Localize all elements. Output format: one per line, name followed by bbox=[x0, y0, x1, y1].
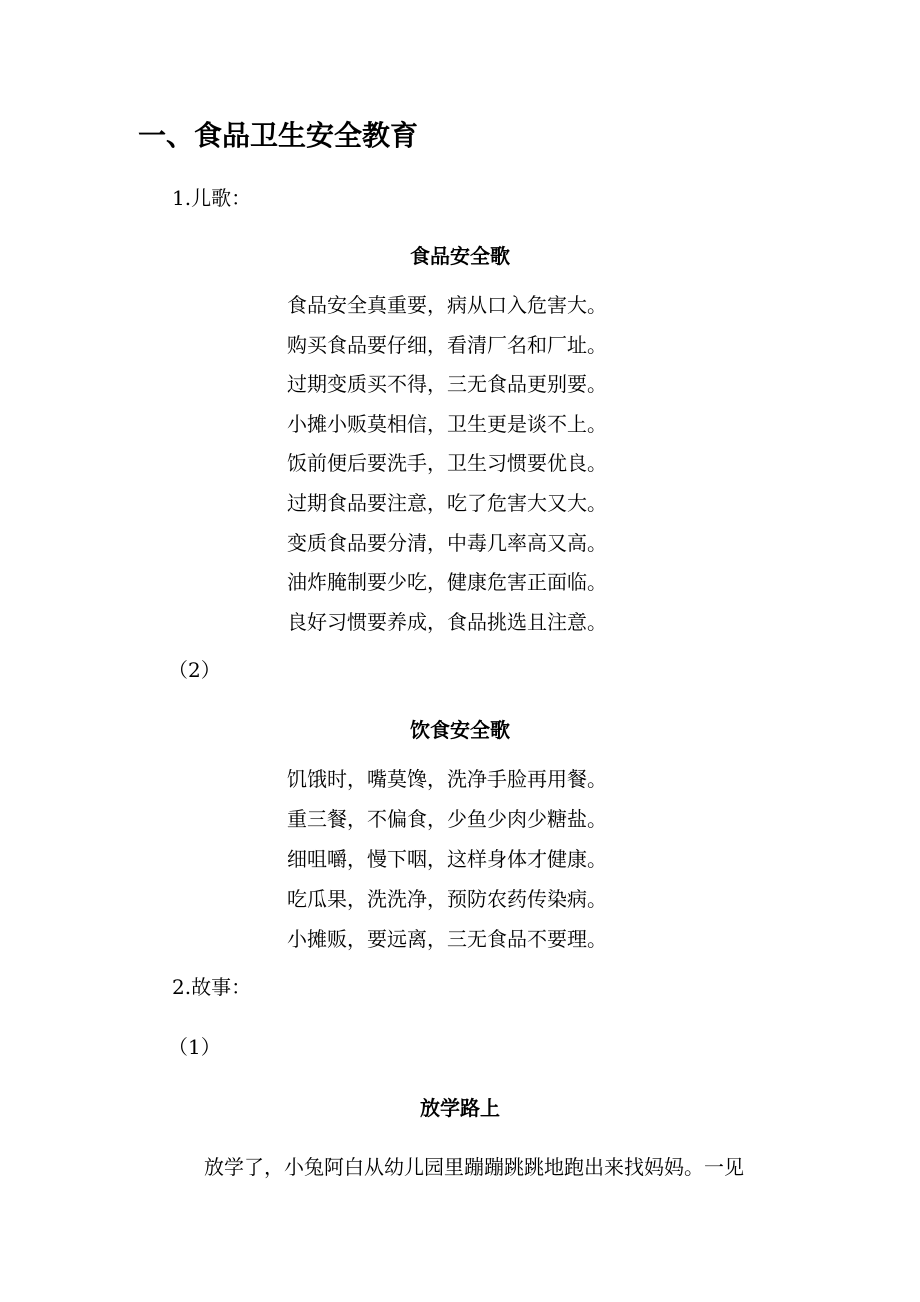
poem-line: 购买食品要仔细，看清厂名和厂址。 bbox=[287, 332, 607, 357]
poem-line: 饭前便后要洗手，卫生习惯要优良。 bbox=[287, 451, 607, 476]
poem-line: 细咀嚼，慢下咽，这样身体才健康。 bbox=[287, 847, 607, 871]
poem1-title: 食品安全歌 bbox=[410, 244, 510, 268]
poem1-lines bbox=[287, 290, 607, 646]
rhymes-label: 1.儿歌： bbox=[172, 186, 252, 210]
poem-line: 过期变质买不得，三无食品更别要。 bbox=[287, 372, 607, 397]
story1-number: （1） bbox=[168, 1035, 221, 1059]
poem-line: 食品安全真重要，病从口入危害大。 bbox=[287, 293, 607, 317]
poem2-number: （2） bbox=[168, 658, 221, 682]
poem-line: 重三餐，不偏食，少鱼少肉少糖盐。 bbox=[287, 807, 607, 831]
poem-line: 饥饿时，嘴莫馋，洗净手脸再用餐。 bbox=[287, 767, 607, 791]
poem2-title: 饮食安全歌 bbox=[410, 718, 510, 742]
poem-line: 油炸腌制要少吃，健康危害正面临。 bbox=[287, 570, 607, 595]
poem-line: 过期食品要注意，吃了危害大又大。 bbox=[287, 490, 607, 515]
stories-label: 2.故事： bbox=[172, 975, 252, 999]
poem-line: 小摊贩，要远离，三无食品不要理。 bbox=[287, 927, 607, 951]
poem2-lines bbox=[287, 764, 607, 964]
poem-line: 良好习惯要养成，食品挑选且注意。 bbox=[287, 609, 607, 634]
section-title: 一、食品卫生安全教育 bbox=[138, 119, 419, 152]
story1-title: 放学路上 bbox=[420, 1096, 500, 1120]
poem-line: 吃瓜果，洗洗净，预防农药传染病。 bbox=[287, 887, 607, 911]
story1-paragraph: 放学了，小兔阿白从幼儿园里蹦蹦跳跳地跑出来找妈妈。一见 bbox=[204, 1155, 744, 1179]
poem-line: 小摊小贩莫相信，卫生更是谈不上。 bbox=[287, 411, 607, 436]
poem-line: 变质食品要分清，中毒几率高又高。 bbox=[287, 530, 607, 555]
